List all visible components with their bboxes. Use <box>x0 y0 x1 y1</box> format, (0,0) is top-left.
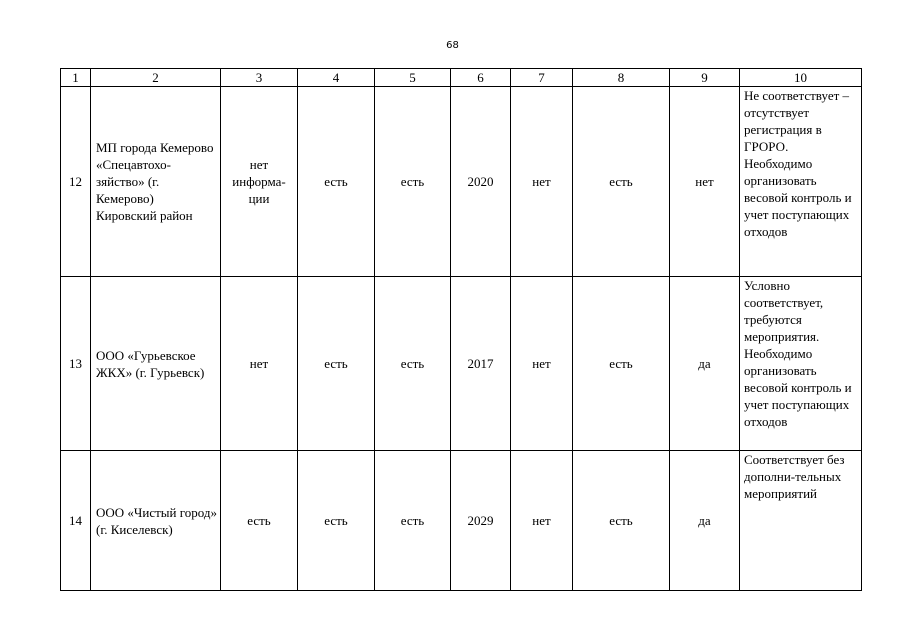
cell-col4: есть <box>298 277 375 451</box>
cell-col6: 2017 <box>451 277 511 451</box>
cell-col4: есть <box>298 87 375 277</box>
cell-col7: нет <box>511 451 573 591</box>
cell-col6: 2029 <box>451 451 511 591</box>
cell-col3: нет информа-ции <box>221 87 298 277</box>
header-cell: 5 <box>375 69 451 87</box>
row-number: 13 <box>61 277 91 451</box>
cell-col5: есть <box>375 451 451 591</box>
header-cell: 10 <box>740 69 862 87</box>
cell-col8: есть <box>573 87 670 277</box>
cell-col7: нет <box>511 87 573 277</box>
cell-col9: да <box>670 277 740 451</box>
cell-col5: есть <box>375 277 451 451</box>
row-number: 14 <box>61 451 91 591</box>
cell-col8: есть <box>573 277 670 451</box>
table-row <box>61 277 862 451</box>
cell-col3: есть <box>221 451 298 591</box>
cell-col6: 2020 <box>451 87 511 277</box>
header-row <box>61 69 862 87</box>
organization-name: МП города Кемерово «Спецавтохо-зяйство» (г. Кемерово) Кировский район <box>91 87 221 277</box>
cell-col4: есть <box>298 451 375 591</box>
organization-name: ООО «Гурьевское ЖКХ» (г. Гурьевск) <box>91 277 221 451</box>
facilities-table <box>60 68 862 591</box>
header-cell: 2 <box>91 69 221 87</box>
table-row <box>61 451 862 591</box>
conclusion-note: Условно соответствует, требуются мероприятия. Необходимо организовать весовой контроль и учет поступающих отходов <box>740 277 862 451</box>
cell-col3: нет <box>221 277 298 451</box>
conclusion-note: Соответствует без дополни-тельных мероприятий <box>740 451 862 591</box>
cell-col7: нет <box>511 277 573 451</box>
cell-col9: нет <box>670 87 740 277</box>
cell-col9: да <box>670 451 740 591</box>
cell-col8: есть <box>573 451 670 591</box>
header-cell: 7 <box>511 69 573 87</box>
header-cell: 1 <box>61 69 91 87</box>
header-cell: 8 <box>573 69 670 87</box>
header-cell: 4 <box>298 69 375 87</box>
header-cell: 3 <box>221 69 298 87</box>
conclusion-note: Не соответствует – отсутствует регистрация в ГРОРО. Необходимо организовать весовой контроль и учет поступающих отходов <box>740 87 862 277</box>
header-cell: 6 <box>451 69 511 87</box>
header-cell: 9 <box>670 69 740 87</box>
page-number: 68 <box>446 40 459 51</box>
organization-name: ООО «Чистый город» (г. Киселевск) <box>91 451 221 591</box>
cell-col5: есть <box>375 87 451 277</box>
row-number: 12 <box>61 87 91 277</box>
table-row <box>61 87 862 277</box>
